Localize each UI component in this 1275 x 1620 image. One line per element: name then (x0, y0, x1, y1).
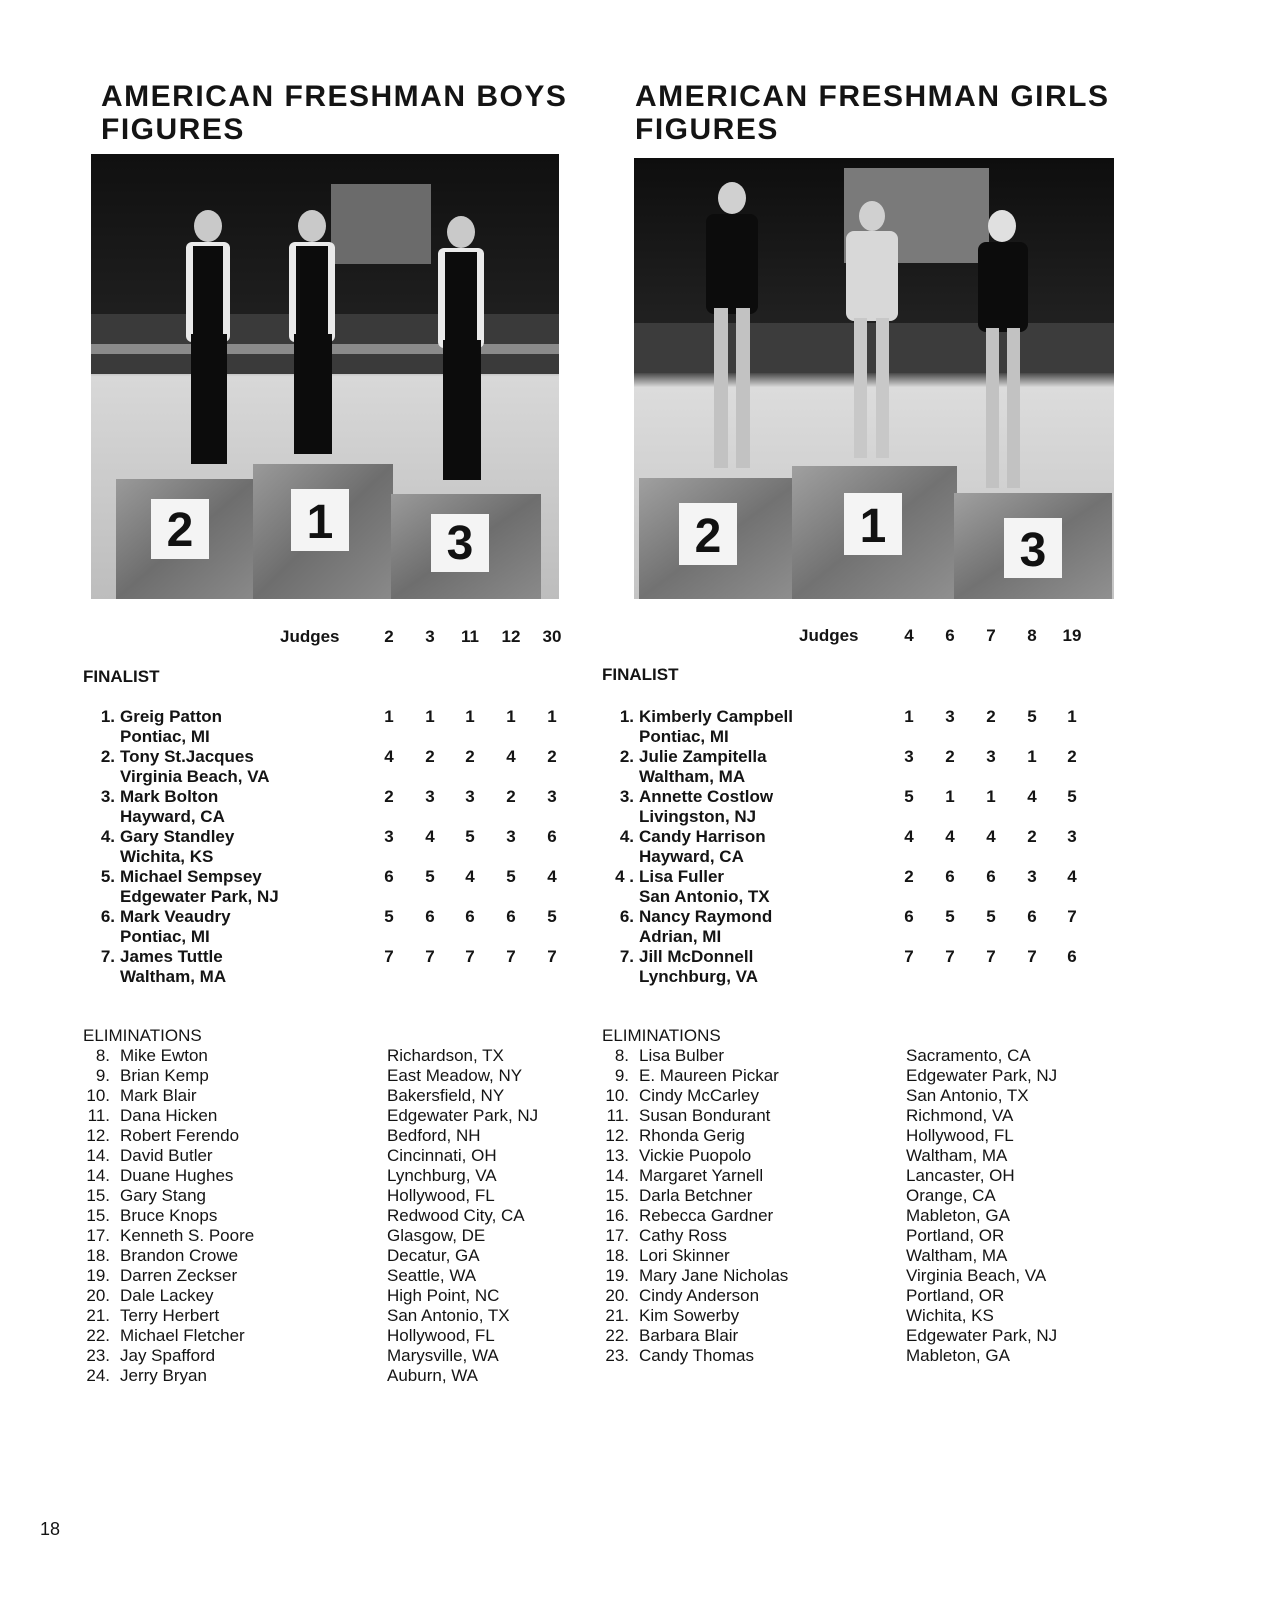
finalist-score: 7 (1067, 907, 1077, 926)
finalist-score: 7 (986, 947, 996, 966)
finalist-score: 5 (986, 907, 996, 926)
elimination-rank: 13. (605, 1146, 629, 1165)
finalist-score: 7 (1027, 947, 1037, 966)
finalist-score: 4 (547, 867, 557, 886)
elimination-row (599, 1146, 1159, 1166)
elimination-rank: 22. (86, 1326, 110, 1345)
finalist-name: James Tuttle (120, 947, 223, 966)
elimination-row (80, 1066, 610, 1086)
finalist-score: 2 (425, 747, 435, 766)
finalist-location: Adrian, MI (639, 927, 722, 946)
girls-podium-number-third: 3 (1019, 524, 1047, 577)
elimination-row (80, 1306, 610, 1326)
finalist-score: 7 (506, 947, 516, 966)
finalist-name: Tony St.Jacques (120, 747, 254, 766)
finalist-rank: 6. (100, 907, 115, 926)
finalist-score: 3 (986, 747, 996, 766)
finalist-row (604, 707, 1144, 747)
finalist-score: 5 (506, 867, 516, 886)
elimination-location: Glasgow, DE (387, 1226, 486, 1245)
elimination-name: Terry Herbert (120, 1306, 220, 1325)
elimination-location: Redwood City, CA (387, 1206, 525, 1225)
elimination-location: Marysville, WA (387, 1346, 499, 1365)
elimination-location: Portland, OR (906, 1226, 1005, 1245)
elimination-rank: 8. (614, 1046, 629, 1065)
elimination-rank: 8. (95, 1046, 110, 1065)
finalist-location: Pontiac, MI (639, 727, 729, 746)
elimination-location: Sacramento, CA (906, 1046, 1031, 1065)
finalist-score: 5 (547, 907, 557, 926)
girls-title-line2: FIGURES (635, 113, 779, 146)
elimination-rank: 17. (605, 1226, 629, 1245)
finalist-score: 5 (945, 907, 955, 926)
elimination-name: Kenneth S. Poore (120, 1226, 255, 1245)
girls-judges-label: Judges (799, 626, 859, 645)
elimination-location: Waltham, MA (906, 1246, 1008, 1265)
elimination-name: Jay Spafford (120, 1346, 216, 1365)
finalist-score: 1 (945, 787, 955, 806)
elimination-rank: 20. (86, 1286, 110, 1305)
girls-eliminations-list (599, 1046, 1159, 1371)
finalist-rank: 2. (619, 747, 634, 766)
finalist-score: 2 (1067, 747, 1077, 766)
elimination-rank: 11. (87, 1106, 110, 1125)
elimination-row (599, 1126, 1159, 1146)
finalist-location: Lynchburg, VA (639, 967, 758, 986)
elimination-location: Edgewater Park, NJ (906, 1326, 1058, 1345)
boys-judge-number: 12 (501, 627, 521, 646)
finalist-score: 7 (945, 947, 955, 966)
elimination-row (599, 1046, 1159, 1066)
elimination-rank: 15. (86, 1186, 110, 1205)
elimination-row (599, 1346, 1159, 1366)
elimination-location: Cincinnati, OH (387, 1146, 497, 1165)
finalist-rank: 4. (100, 827, 115, 846)
elimination-row (80, 1126, 610, 1146)
elimination-rank: 14. (86, 1166, 110, 1185)
finalist-location: Edgewater Park, NJ (120, 887, 279, 906)
finalist-row (85, 867, 610, 907)
elimination-location: High Point, NC (387, 1286, 500, 1305)
finalist-name: Mark Veaudry (120, 907, 231, 926)
finalist-row (604, 867, 1144, 907)
elimination-name: Gary Stang (120, 1186, 206, 1205)
elimination-rank: 21. (605, 1306, 629, 1325)
finalist-rank: 5. (100, 867, 115, 886)
finalist-rank: 1. (619, 707, 634, 726)
boys-podium-photo (91, 154, 559, 599)
finalist-name: Greig Patton (120, 707, 223, 726)
finalist-score: 1 (1027, 747, 1037, 766)
elimination-name: Barbara Blair (639, 1326, 739, 1345)
elimination-location: Mableton, GA (906, 1206, 1010, 1225)
elimination-location: Mableton, GA (906, 1346, 1010, 1365)
finalist-rank: 6. (619, 907, 634, 926)
elimination-location: Portland, OR (906, 1286, 1005, 1305)
finalist-name: Michael Sempsey (120, 867, 262, 886)
elimination-row (599, 1166, 1159, 1186)
elimination-location: Decatur, GA (387, 1246, 480, 1265)
finalist-score: 1 (384, 707, 394, 726)
girls-podium-illustration (634, 158, 1114, 599)
elimination-row (80, 1326, 610, 1346)
finalist-score: 6 (506, 907, 516, 926)
elimination-row (599, 1186, 1159, 1206)
elimination-row (80, 1266, 610, 1286)
girls-title (635, 80, 1110, 146)
girls-podium-number-first: 1 (859, 500, 887, 553)
elimination-name: Jerry Bryan (120, 1366, 207, 1385)
finalist-score: 6 (465, 907, 475, 926)
elimination-rank: 24. (86, 1366, 110, 1385)
finalist-score: 2 (1027, 827, 1037, 846)
finalist-name: Candy Harrison (639, 827, 766, 846)
elimination-row (599, 1086, 1159, 1106)
finalist-score: 5 (904, 787, 914, 806)
finalist-row (85, 827, 610, 867)
elimination-rank: 14. (605, 1166, 629, 1185)
finalist-score: 3 (506, 827, 516, 846)
elimination-name: Kim Sowerby (639, 1306, 740, 1325)
boys-eliminations-list (80, 1046, 610, 1391)
finalist-score: 7 (904, 947, 914, 966)
girls-judge-number: 7 (986, 626, 996, 645)
elimination-row (80, 1166, 610, 1186)
boys-judge-number: 3 (425, 627, 435, 646)
finalist-location: Virginia Beach, VA (120, 767, 270, 786)
finalist-score: 4 (425, 827, 435, 846)
elimination-rank: 12. (86, 1126, 110, 1145)
girls-podium-photo (634, 158, 1114, 599)
elimination-location: Auburn, WA (387, 1366, 479, 1385)
elimination-rank: 21. (86, 1306, 110, 1325)
finalist-location: Pontiac, MI (120, 927, 210, 946)
finalist-location: Waltham, MA (120, 967, 227, 986)
elimination-row (80, 1346, 610, 1366)
girls-title-line1: AMERICAN FRESHMAN GIRLS (635, 80, 1110, 113)
elimination-rank: 9. (614, 1066, 629, 1085)
finalist-score: 7 (384, 947, 394, 966)
elimination-name: Mark Blair (120, 1086, 197, 1105)
finalist-row (604, 787, 1144, 827)
finalist-score: 3 (904, 747, 914, 766)
elimination-row (599, 1266, 1159, 1286)
elimination-name: Dana Hicken (120, 1106, 218, 1125)
elimination-name: David Butler (120, 1146, 213, 1165)
finalist-score: 3 (945, 707, 955, 726)
elimination-rank: 18. (605, 1246, 629, 1265)
girls-judge-number: 19 (1062, 626, 1082, 645)
finalist-row (604, 747, 1144, 787)
finalist-name: Annette Costlow (639, 787, 774, 806)
finalist-score: 4 (904, 827, 914, 846)
elimination-name: Robert Ferendo (120, 1126, 240, 1145)
finalist-score: 4 (945, 827, 955, 846)
finalist-rank: 7. (100, 947, 115, 966)
elimination-name: Duane Hughes (120, 1166, 234, 1185)
elimination-rank: 20. (605, 1286, 629, 1305)
elimination-location: Lynchburg, VA (387, 1166, 497, 1185)
elimination-rank: 16. (605, 1206, 629, 1225)
elimination-name: Lori Skinner (639, 1246, 730, 1265)
elimination-row (80, 1246, 610, 1266)
finalist-row (604, 827, 1144, 867)
boys-judges-row (0, 627, 610, 649)
elimination-rank: 14. (86, 1146, 110, 1165)
elimination-row (599, 1246, 1159, 1266)
elimination-rank: 23. (605, 1346, 629, 1365)
elimination-rank: 9. (95, 1066, 110, 1085)
elimination-row (80, 1226, 610, 1246)
elimination-location: Hollywood, FL (906, 1126, 1014, 1145)
elimination-location: Wichita, KS (906, 1306, 994, 1325)
finalist-location: Hayward, CA (120, 807, 225, 826)
finalist-score: 4 (1027, 787, 1037, 806)
elimination-rank: 10. (605, 1086, 629, 1105)
elimination-row (80, 1366, 610, 1386)
finalist-rank: 3. (100, 787, 115, 806)
elimination-location: Waltham, MA (906, 1146, 1008, 1165)
elimination-name: Brandon Crowe (120, 1246, 239, 1265)
boys-podium-illustration (91, 154, 559, 599)
elimination-name: Mike Ewton (120, 1046, 208, 1065)
finalist-score: 4 (506, 747, 516, 766)
finalist-score: 6 (904, 907, 914, 926)
girls-judge-number: 6 (945, 626, 955, 645)
finalist-score: 1 (425, 707, 435, 726)
elimination-rank: 22. (605, 1326, 629, 1345)
page-number: 18 (40, 1519, 61, 1539)
elimination-name: Dale Lackey (120, 1286, 214, 1305)
finalist-score: 6 (425, 907, 435, 926)
finalist-score: 1 (547, 707, 557, 726)
elimination-name: Margaret Yarnell (639, 1166, 764, 1185)
finalist-name: Gary Standley (120, 827, 235, 846)
finalist-score: 2 (945, 747, 955, 766)
finalist-rank: 2. (100, 747, 115, 766)
finalist-name: Julie Zampitella (639, 747, 767, 766)
finalist-score: 2 (547, 747, 557, 766)
elimination-row (599, 1106, 1159, 1126)
finalist-location: San Antonio, TX (639, 887, 770, 906)
elimination-location: Bakersfield, NY (387, 1086, 505, 1105)
girls-judge-number: 8 (1027, 626, 1037, 645)
girls-eliminations-label: ELIMINATIONS (602, 1026, 721, 1045)
elimination-name: Lisa Bulber (639, 1046, 725, 1065)
boys-title (101, 80, 567, 146)
elimination-name: Cathy Ross (639, 1226, 727, 1245)
finalist-name: Jill McDonnell (639, 947, 754, 966)
finalist-score: 5 (465, 827, 475, 846)
boys-title-line1: AMERICAN FRESHMAN BOYS (101, 80, 568, 113)
finalist-score: 4 (384, 747, 394, 766)
elimination-location: Hollywood, FL (387, 1326, 495, 1345)
finalist-score: 1 (465, 707, 475, 726)
elimination-name: Bruce Knops (120, 1206, 218, 1225)
elimination-row (80, 1286, 610, 1306)
elimination-location: Seattle, WA (387, 1266, 477, 1285)
finalist-name: Nancy Raymond (639, 907, 773, 926)
boys-judges-label: Judges (280, 627, 340, 646)
finalist-rank: 3. (619, 787, 634, 806)
finalist-score: 2 (384, 787, 394, 806)
finalist-rank: 4 . (615, 867, 634, 886)
elimination-rank: 19. (86, 1266, 110, 1285)
elimination-rank: 12. (605, 1126, 629, 1145)
elimination-name: Darla Betchner (639, 1186, 753, 1205)
elimination-rank: 19. (605, 1266, 629, 1285)
finalist-score: 7 (547, 947, 557, 966)
finalist-score: 4 (465, 867, 475, 886)
finalist-location: Wichita, KS (120, 847, 214, 866)
finalist-name: Kimberly Campbell (639, 707, 793, 726)
elimination-name: Susan Bondurant (639, 1106, 771, 1125)
boys-judge-number: 2 (384, 627, 394, 646)
elimination-name: Mary Jane Nicholas (639, 1266, 789, 1285)
elimination-location: Lancaster, OH (906, 1166, 1015, 1185)
finalist-score: 6 (547, 827, 557, 846)
finalist-row (85, 747, 610, 787)
finalist-score: 3 (465, 787, 475, 806)
finalist-location: Waltham, MA (639, 767, 746, 786)
boys-finalist-label: FINALIST (83, 667, 160, 686)
elimination-row (80, 1186, 610, 1206)
finalist-row (604, 907, 1144, 947)
elimination-rank: 15. (605, 1186, 629, 1205)
finalist-score: 3 (384, 827, 394, 846)
finalist-location: Hayward, CA (639, 847, 744, 866)
finalist-score: 6 (384, 867, 394, 886)
boys-judge-number: 30 (542, 627, 562, 646)
elimination-row (599, 1286, 1159, 1306)
finalist-name: Mark Bolton (120, 787, 219, 806)
boys-finalist-list (85, 707, 610, 997)
finalist-score: 1 (506, 707, 516, 726)
girls-podium-number-second: 2 (694, 510, 722, 563)
elimination-location: Edgewater Park, NJ (906, 1066, 1058, 1085)
boys-podium-number-third: 3 (446, 517, 474, 570)
elimination-name: Cindy Anderson (639, 1286, 760, 1305)
elimination-location: Richmond, VA (906, 1106, 1014, 1125)
elimination-rank: 18. (86, 1246, 110, 1265)
elimination-name: E. Maureen Pickar (639, 1066, 779, 1085)
finalist-score: 2 (904, 867, 914, 886)
finalist-score: 4 (986, 827, 996, 846)
elimination-location: Virginia Beach, VA (906, 1266, 1047, 1285)
elimination-row (599, 1306, 1159, 1326)
elimination-row (80, 1206, 610, 1226)
finalist-score: 5 (1067, 787, 1077, 806)
finalist-score: 7 (465, 947, 475, 966)
elimination-location: San Antonio, TX (387, 1306, 510, 1325)
finalist-score: 2 (986, 707, 996, 726)
finalist-score: 2 (465, 747, 475, 766)
elimination-name: Darren Zeckser (120, 1266, 238, 1285)
finalist-location: Pontiac, MI (120, 727, 210, 746)
finalist-score: 3 (425, 787, 435, 806)
finalist-score: 3 (1027, 867, 1037, 886)
elimination-location: East Meadow, NY (387, 1066, 523, 1085)
boys-judge-number: 11 (461, 627, 479, 646)
elimination-row (80, 1086, 610, 1106)
finalist-score: 4 (1067, 867, 1077, 886)
elimination-location: Hollywood, FL (387, 1186, 495, 1205)
boys-podium-number-first: 1 (306, 496, 334, 549)
girls-judge-number: 4 (904, 626, 914, 645)
elimination-rank: 11. (606, 1106, 629, 1125)
finalist-rank: 1. (100, 707, 115, 726)
girls-finalist-label: FINALIST (602, 665, 679, 684)
elimination-row (599, 1206, 1159, 1226)
finalist-name: Lisa Fuller (639, 867, 725, 886)
girls-judges-row (610, 626, 1275, 648)
elimination-row (599, 1066, 1159, 1086)
finalist-score: 6 (986, 867, 996, 886)
finalist-score: 5 (384, 907, 394, 926)
finalist-score: 7 (425, 947, 435, 966)
elimination-location: Richardson, TX (387, 1046, 504, 1065)
elimination-name: Michael Fletcher (120, 1326, 245, 1345)
elimination-rank: 15. (86, 1206, 110, 1225)
finalist-score: 5 (1027, 707, 1037, 726)
finalist-score: 6 (945, 867, 955, 886)
finalist-row (604, 947, 1144, 987)
elimination-rank: 23. (86, 1346, 110, 1365)
boys-podium-number-second: 2 (166, 504, 194, 557)
finalist-score: 1 (1067, 707, 1077, 726)
elimination-name: Vickie Puopolo (639, 1146, 752, 1165)
finalist-score: 1 (986, 787, 996, 806)
elimination-row (80, 1146, 610, 1166)
finalist-score: 1 (904, 707, 914, 726)
elimination-name: Cindy McCarley (639, 1086, 759, 1105)
finalist-rank: 4. (619, 827, 634, 846)
elimination-location: San Antonio, TX (906, 1086, 1029, 1105)
elimination-row (80, 1046, 610, 1066)
elimination-name: Rebecca Gardner (639, 1206, 774, 1225)
finalist-score: 6 (1027, 907, 1037, 926)
boys-eliminations-label: ELIMINATIONS (83, 1026, 202, 1045)
elimination-name: Candy Thomas (639, 1346, 754, 1365)
elimination-name: Brian Kemp (120, 1066, 209, 1085)
finalist-row (85, 907, 610, 947)
elimination-location: Bedford, NH (387, 1126, 481, 1145)
finalist-score: 3 (547, 787, 557, 806)
finalist-row (85, 947, 610, 987)
finalist-score: 3 (1067, 827, 1077, 846)
elimination-rank: 17. (86, 1226, 110, 1245)
finalist-location: Livingston, NJ (639, 807, 757, 826)
elimination-row (80, 1106, 610, 1126)
finalist-row (85, 707, 610, 747)
elimination-row (599, 1226, 1159, 1246)
elimination-location: Orange, CA (906, 1186, 996, 1205)
finalist-score: 5 (425, 867, 435, 886)
finalist-score: 6 (1067, 947, 1077, 966)
elimination-row (599, 1326, 1159, 1346)
finalist-rank: 7. (619, 947, 634, 966)
elimination-location: Edgewater Park, NJ (387, 1106, 539, 1125)
elimination-name: Rhonda Gerig (639, 1126, 745, 1145)
girls-finalist-list (604, 707, 1144, 997)
finalist-score: 2 (506, 787, 516, 806)
elimination-rank: 10. (86, 1086, 110, 1105)
finalist-row (85, 787, 610, 827)
boys-title-line2: FIGURES (101, 113, 245, 146)
